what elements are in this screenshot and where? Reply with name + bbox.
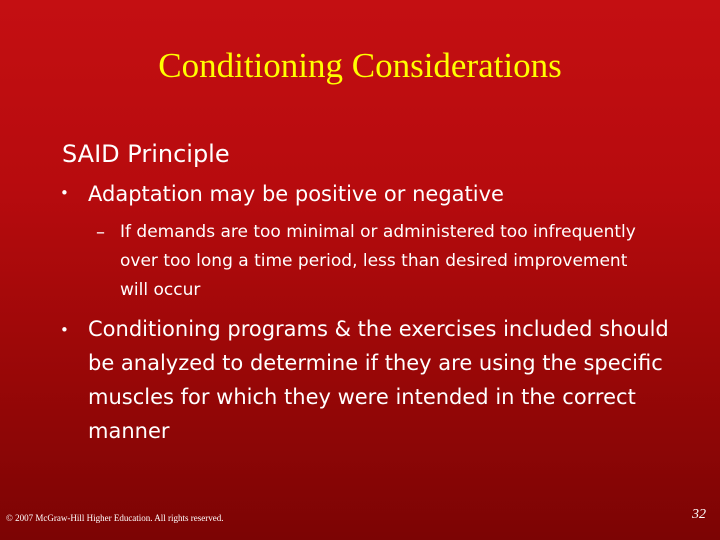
bullet-marker: • bbox=[60, 321, 69, 339]
slide-number: 32 bbox=[692, 507, 706, 522]
bullet-item-conditioning-programs: Conditioning programs & the exercises included should be analyzed to determine if they are using the specific muscles for which they were intended in the correct manner bbox=[88, 317, 669, 443]
sub-bullet-item-demands: If demands are too minimal or administered too infrequently over too long a time period, less than desired improvement will occur bbox=[120, 222, 636, 300]
section-heading: SAID Principle bbox=[62, 140, 230, 168]
slide-title: Conditioning Considerations bbox=[158, 46, 562, 85]
footer-copyright: © 2007 McGraw-Hill Higher Education. All rights reserved. bbox=[6, 513, 224, 523]
bullet-item-adaptation: Adaptation may be positive or negative bbox=[88, 182, 504, 206]
bullet-marker: • bbox=[60, 184, 69, 202]
sub-bullet-marker: – bbox=[96, 222, 105, 243]
